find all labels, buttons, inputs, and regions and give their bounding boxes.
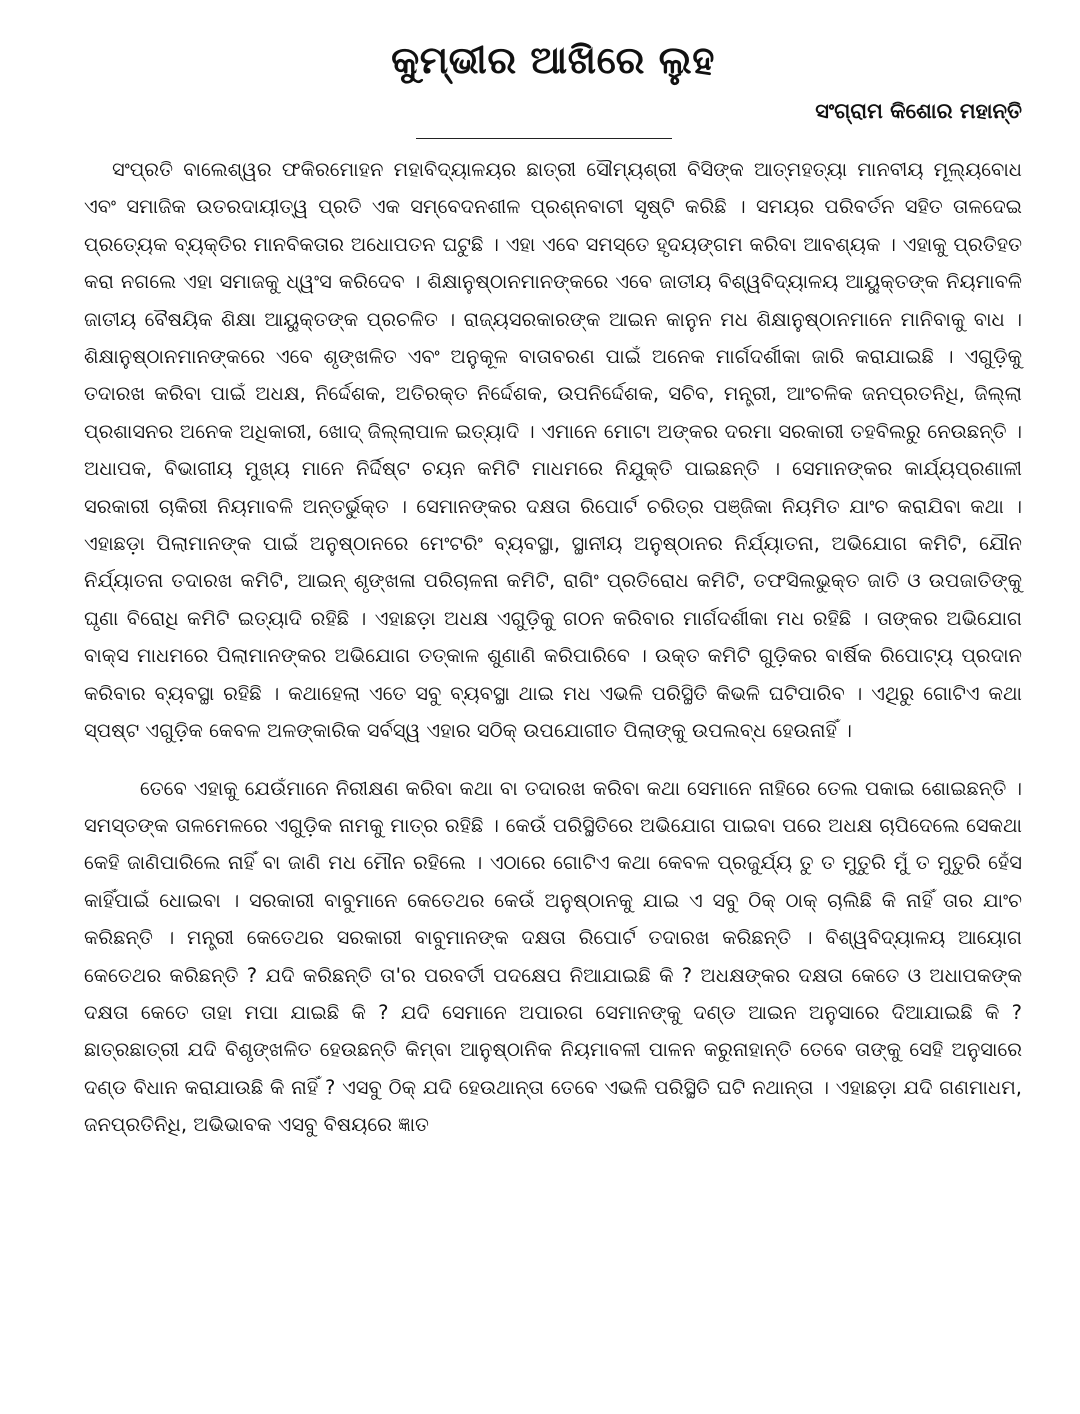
article-title: କୁମ୍ଭୀର ଆଖିରେ ଲୁହ [391, 38, 715, 82]
body-paragraph: ତେବେ ଏହାକୁ ଯେଉଁମାନେ ନିରୀକ୍ଷଣ କରିବା କଥା ବା ତଦାରଖ କରିବା କଥା ସେମାନେ ନାହିରେ ତେଲ ପକାଇ ଶୋଇଛନ୍ତି । ସମସ୍ତଙ୍କ ତାଳମେଳରେ ଏଗୁଡ଼ିକ ନାମକୁ ମାତ୍ର ରହିଛି । କେଉଁ ପରିସ୍ଥିତିରେ ଅଭିଯୋଗ ପାଇବା ପରେ ଅଧକ୍ଷ ଚାପିଦେଲେ ସେକଥା କେହି ଜାଣିପାରିଲେ ନାହିଁ ବା ଜାଣି ମଧ ମୌନ ରହିଲେ । ଏଠାରେ ଗୋଟିଏ କଥା କେବଳ ପ୍ରଜୁର୍ଯ୍ୟ ତୁ ତ ମୁତୁରି ମୁଁ ତ ମୁତୁରି ହେଁସ କାହିଁପାଇଁ ଧୋଇବା । ସରକାରୀ ବାବୁମାନେ କେତେଥର କେଉଁ ଅନୁଷ୍ଠାନକୁ ଯାଇ ଏ ସବୁ ଠିକ୍ ଠାକ୍ ଚାଲିଛି କି ନାହିଁ ତାର ଯାଂଚ କରିଛନ୍ତି । ମନ୍ତ୍ରୀ କେତେଥର ସରକାରୀ ବାବୁମାନଙ୍କ ଦକ୍ଷତା ରିପୋର୍ଟ ତଦାରଖ କରିଛନ୍ତି । ବିଶ୍ୱବିଦ୍ୟାଳୟ ଆୟୋଗ କେତେଥର କରିଛନ୍ତି ? ଯଦି କରିଛନ୍ତି ତା'ର ପରବର୍ତୀ ପଦକ୍ଷେପ ନିଆଯାଇଛି କି ? ଅଧକ୍ଷଙ୍କର ଦକ୍ଷତା କେତେ ଓ ଅଧାପକଙ୍କ ଦକ୍ଷତା କେତେ ତାହା ମପା ଯାଇଛି କି ? ଯଦି ସେମାନେ ଅପାରଗ ସେମାନଙ୍କୁ ଦଣ୍ଡ ଆଇନ ଅନୁସାରେ ଦିଆଯାଇଛି କି ? ଛାତ୍ରଛାତ୍ରୀ ଯଦି ବିଶୃଙ୍ଖଳିତ ହେଉଛନ୍ତି କିମ୍ବା ଆନୁଷ୍ଠାନିକ ନିୟମାବଳୀ ପାଳନ କରୁନାହାନ୍ତି ତେବେ ତାଙ୍କୁ ସେହି ଅନୁସାରେ ଦଣ୍ଡ ବିଧାନ କରାଯାଉଛି କି ନାହିଁ ? ଏସବୁ ଠିକ୍ ଯଦି ହେଉଥାନ୍ତା ତେବେ ଏଭଳି ପରିସ୍ଥିତି ଘଟି ନଥାନ୍ତା । ଏହାଛଡ଼ା ଯଦି ଗଣମାଧମ, ଜନପ୍ରତିନିଧି, ଅଭିଭାବକ ଏସବୁ ବିଷୟରେ ଜ୍ଞାତ [84, 776, 1022, 1137]
body-paragraph: ସଂପ୍ରତି ବାଲେଶ୍ୱର ଫକିରମୋହନ ମହାବିଦ୍ୟାଳୟର ଛାତ୍ରୀ ସୌମ୍ୟଶ୍ରୀ ବିସିଙ୍କ ଆତ୍ମହତ୍ୟା ମାନବୀୟ ମୂଲ୍ୟବୋଧ ଏବଂ ସମାଜିକ ଉତରଦାୟୀତ୍ୱ ପ୍ରତି ଏକ ସମ୍ବେଦନଶୀଳ ପ୍ରଶ୍ନବାଚୀ ସୃଷ୍ଟି କରିଛି । ସମୟର ପରିବର୍ତନ ସହିତ ତାଳଦେଇ ପ୍ରତ୍ୟେକ ବ୍ୟକ୍ତିର ମାନବିକତାର ଅଧୋପତନ ଘଟୁଛି । ଏହା ଏବେ ସମସ୍ତେ ହୃଦୟଙ୍ଗମ କରିବା ଆବଶ୍ୟକ । ଏହାକୁ ପ୍ରତିହତ କରା ନଗଲେ ଏହା ସମାଜକୁ ଧ୍ୱଂସ କରିଦେବ । ଶିକ୍ଷାନୁଷ୍ଠାନମାନଙ୍କରେ ଏବେ ଜାତୀୟ ବିଶ୍ୱବିଦ୍ୟାଳୟ ଆୟୁକ୍ତଙ୍କ ନିୟମାବଳି ଜାତୀୟ ବୈଷୟିକ ଶିକ୍ଷା ଆୟୁକ୍ତଙ୍କ ପ୍ରଚଳିତ । ରାଜ୍ୟସରକାରଙ୍କ ଆଇନ କାନୁନ ମଧ ଶିକ୍ଷାନୁଷ୍ଠାନମାନେ ମାନିବାକୁ ବାଧ । ଶିକ୍ଷାନୁଷ୍ଠାନମାନଙ୍କରେ ଏବେ ଶୃଙ୍ଖଳିତ ଏବଂ ଅନୁକୂଳ ବାତାବରଣ ପାଇଁ ଅନେକ ମାର୍ଗଦର୍ଶୀକା ଜାରି କରାଯାଇଛି । ଏଗୁଡ଼ିକୁ ତଦାରଖ କରିବା ପାଇଁ ଅଧକ୍ଷ, ନିର୍ଦ୍ଦେଶକ, ଅତିରକ୍ତ ନିର୍ଦ୍ଦେଶକ, ଉପନିର୍ଦ୍ଦେଶକ, ସଚିବ, ମନ୍ତ୍ରୀ, ଆଂଚଳିକ ଜନପ୍ରତନିଧି, ଜିଲ୍ଲା ପ୍ରଶାସନର ଅନେକ ଅଧିକାରୀ, ଖୋଦ୍ ଜିଲ୍ଲାପାଳ ଇତ୍ୟାଦି । ଏମାନେ ମୋଟା ଅଙ୍କର ଦରମା ସରକାରୀ ତହବିଲରୁ ନେଉଛନ୍ତି । ଅଧାପକ, ବିଭାଗୀୟ ମୁଖ୍ୟ ମାନେ ନିର୍ଦ୍ଦିଷ୍ଟ ଚୟନ କମିଟି ମାଧମରେ ନିଯୁକ୍ତି ପାଇଛନ୍ତି । ସେମାନଙ୍କର କାର୍ଯ୍ୟପ୍ରଣାଳୀ ସରକାରୀ ଚାକିରୀ ନିୟମାବଳି ଅନ୍ତର୍ଭୁକ୍ତ । ସେମାନଙ୍କର ଦକ୍ଷତା ରିପୋର୍ଟ ଚରିତ୍ର ପଞ୍ଜିକା ନିୟମିତ ଯାଂଚ କରାଯିବା କଥା । ଏହାଛଡ଼ା ପିଲାମାନଙ୍କ ପାଇଁ ଅନୁଷ୍ଠାନରେ ମେଂଟରିଂ ବ୍ୟବସ୍ଥା, ସ୍ଥାନୀୟ ଅନୁଷ୍ଠାନର ନିର୍ଯ୍ୟାତନା, ଅଭିଯୋଗ କମିଟି, ଯୌନ ନିର୍ଯ୍ୟାତନା ତଦାରଖ କମିଟି, ଆଇନ୍ ଶୃଙ୍ଖଳା ପରିଚାଳନା କମିଟି, ରାଗିଂ ପ୍ରତିରୋଧ କମିଟି, ତଫସିଲଭୁକ୍ତ ଜାତି ଓ ଉପଜାତିଙ୍କୁ ଘୃଣା ବିରୋଧି କମିଟି ଇତ୍ୟାଦି ରହିଛି । ଏହାଛଡ଼ା ଅଧକ୍ଷ ଏଗୁଡ଼ିକୁ ଗଠନ କରିବାର ମାର୍ଗଦର୍ଶୀକା ମଧ ରହିଛି । ତାଙ୍କର ଅଭିଯୋଗ ବାକ୍ସ ମାଧମରେ ପିଲାମାନଙ୍କର ଅଭିଯୋଗ ତତ୍କାଳ ଶୁଣାଣି କରିପାରିବେ । ଉକ୍ତ କମିଟି ଗୁଡ଼ିକର ବାର୍ଷିକ ରିପୋଟ୍ୟ ପ୍ରଦାନ କରିବାର ବ୍ୟବସ୍ଥା ରହିଛି । କଥାହେଲା ଏତେ ସବୁ ବ୍ୟବସ୍ଥା ଥାଇ ମଧ ଏଭଳି ପରିସ୍ଥିତି କିଭଳି ଘଟିପାରିବ । ଏଥିରୁ ଗୋଟିଏ କଥା ସ୍ପଷ୍ଟ ଏଗୁଡ଼ିକ କେବଳ ଅଳଙ୍କାରିକ ସର୍ବସ୍ୱ ଏହାର ସଠିକ୍ ଉପଯୋଗୀତ ପିଲାଙ୍କୁ ଉପଲବ୍ଧ ହେଉନାହିଁ । [84, 158, 1022, 743]
article-author: ସଂଗ୍ରାମ କିଶୋର ମହାନ୍ତି [815, 99, 1022, 123]
title-divider [416, 138, 672, 139]
